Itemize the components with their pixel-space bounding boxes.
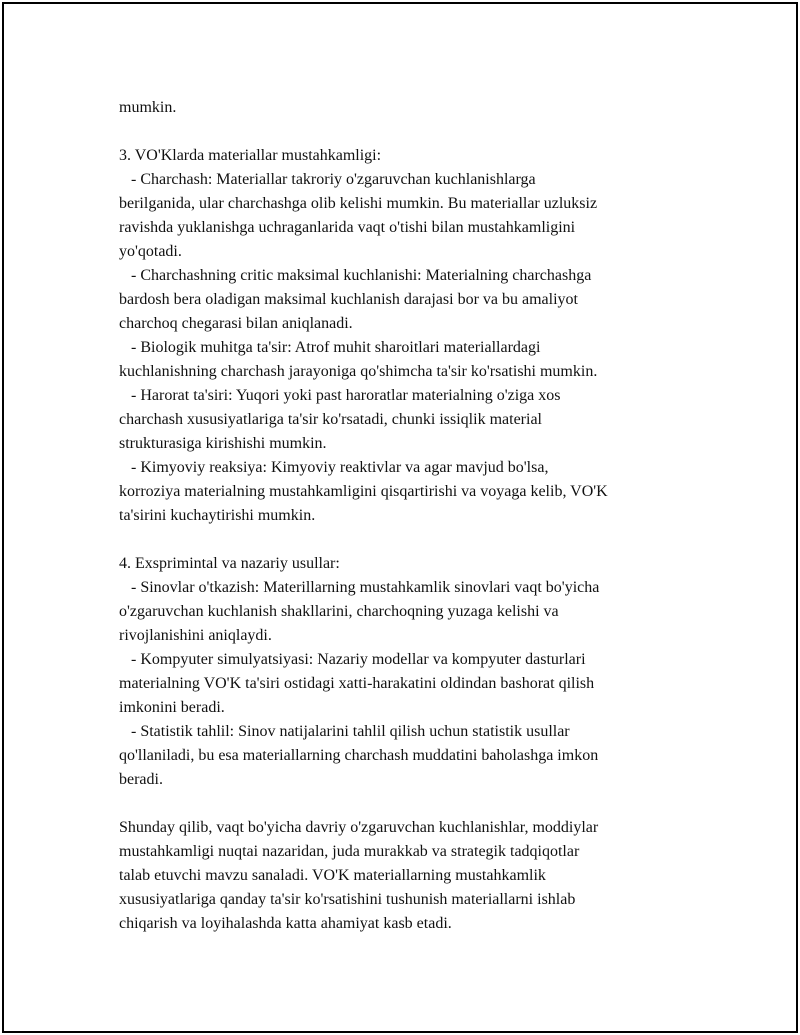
text-line: - Charchashning critic maksimal kuchlanishi: Materialning charchashga [119, 267, 592, 284]
page-frame [2, 2, 798, 1033]
text-line: - Kompyuter simulyatsiyasi: Nazariy modellar va kompyuter dasturlari [119, 651, 586, 668]
text-line: chiqarish va loyihalashda katta ahamiyat kasb etadi. [119, 915, 452, 932]
text-line: - Biologik muhitga ta'sir: Atrof muhit sharoitlari materiallardagi [119, 339, 541, 356]
conclusion-paragraph [119, 816, 719, 936]
text-line: strukturasiga kirishishi mumkin. [119, 435, 327, 452]
text-line: beradi. [119, 771, 163, 788]
text-line: berilganida, ular charchashga olib kelishi mumkin. Bu materiallar uzluksiz [119, 195, 598, 212]
text-line: - Charchash: Materiallar takroriy o'zgaruvchan kuchlanishlarga [119, 171, 536, 188]
section-4-item-statistik-tahlil [119, 720, 719, 792]
text-line: ta'sirini kuchaytirishi mumkin. [119, 507, 316, 524]
document-body [119, 96, 719, 936]
text-line: charchoq chegarasi bilan aniqlanadi. [119, 315, 353, 332]
section-4-heading: 4. Exsprimintal va nazariy usullar: [119, 555, 340, 572]
text-line: - Statistik tahlil: Sinov natijalarini tahlil qilish uchun statistik usullar [119, 723, 570, 740]
text-line: imkonini beradi. [119, 699, 225, 716]
text-line: o'zgaruvchan kuchlanish shakllarini, charchoqning yuzaga kelishi va [119, 603, 559, 620]
text-line: mumkin. [119, 99, 177, 116]
text-line: - Sinovlar o'tkazish: Materillarning mustahkamlik sinovlari vaqt bo'yicha [119, 579, 600, 596]
text-line: bardosh bera oladigan maksimal kuchlanish darajasi bor va bu amaliyot [119, 291, 578, 308]
section-3-item-biologik-muhit [119, 336, 719, 384]
text-line: mustahkamligi nuqtai nazaridan, juda murakkab va strategik tadqiqotlar [119, 843, 580, 860]
section-3-item-harorat [119, 384, 719, 456]
paragraph-gap [119, 120, 719, 144]
section-4-item-sinovlar [119, 576, 719, 648]
text-line: talab etuvchi mavzu sanaladi. VO'K materiallarning mustahkamlik [119, 867, 546, 884]
section-3-item-maksimal-kuchlanish [119, 264, 719, 336]
text-line: kuchlanishning charchash jarayoniga qo'shimcha ta'sir ko'rsatishi mumkin. [119, 363, 598, 380]
text-line: ravishda yuklanishga uchraganlarida vaqt o'tishi bilan mustahkamligini [119, 219, 576, 236]
section-3-item-charchash [119, 168, 719, 264]
text-line: materialning VO'K ta'siri ostidagi xatti-harakatini oldindan bashorat qilish [119, 675, 595, 692]
text-line: xususiyatlariga qanday ta'sir ko'rsatishini tushunish materiallarni ishlab [119, 891, 576, 908]
text-line: - Harorat ta'siri: Yuqori yoki past haroratlar materialning o'ziga xos [119, 387, 561, 404]
section-3-item-kimyoviy-reaksiya [119, 456, 719, 528]
paragraph-gap [119, 792, 719, 816]
section-3-heading: 3. VO'Klarda materiallar mustahkamligi: [119, 147, 382, 164]
text-line: rivojlanishini aniqlaydi. [119, 627, 272, 644]
text-line: - Kimyoviy reaksiya: Kimyoviy reaktivlar va agar mavjud bo'lsa, [119, 459, 549, 476]
text-line: qo'llaniladi, bu esa materiallarning charchash muddatini baholashga imkon [119, 747, 599, 764]
section-4-item-kompyuter-simulyatsiyasi [119, 648, 719, 720]
text-line: Shunday qilib, vaqt bo'yicha davriy o'zgaruvchan kuchlanishlar, moddiylar [119, 819, 599, 836]
paragraph-gap [119, 528, 719, 552]
text-line: korroziya materialning mustahkamligini qisqartirishi va voyaga kelib, VO'K [119, 483, 608, 500]
text-line: yo'qotadi. [119, 243, 182, 260]
text-line: charchash xususiyatlariga ta'sir ko'rsatadi, chunki issiqlik material [119, 411, 542, 428]
